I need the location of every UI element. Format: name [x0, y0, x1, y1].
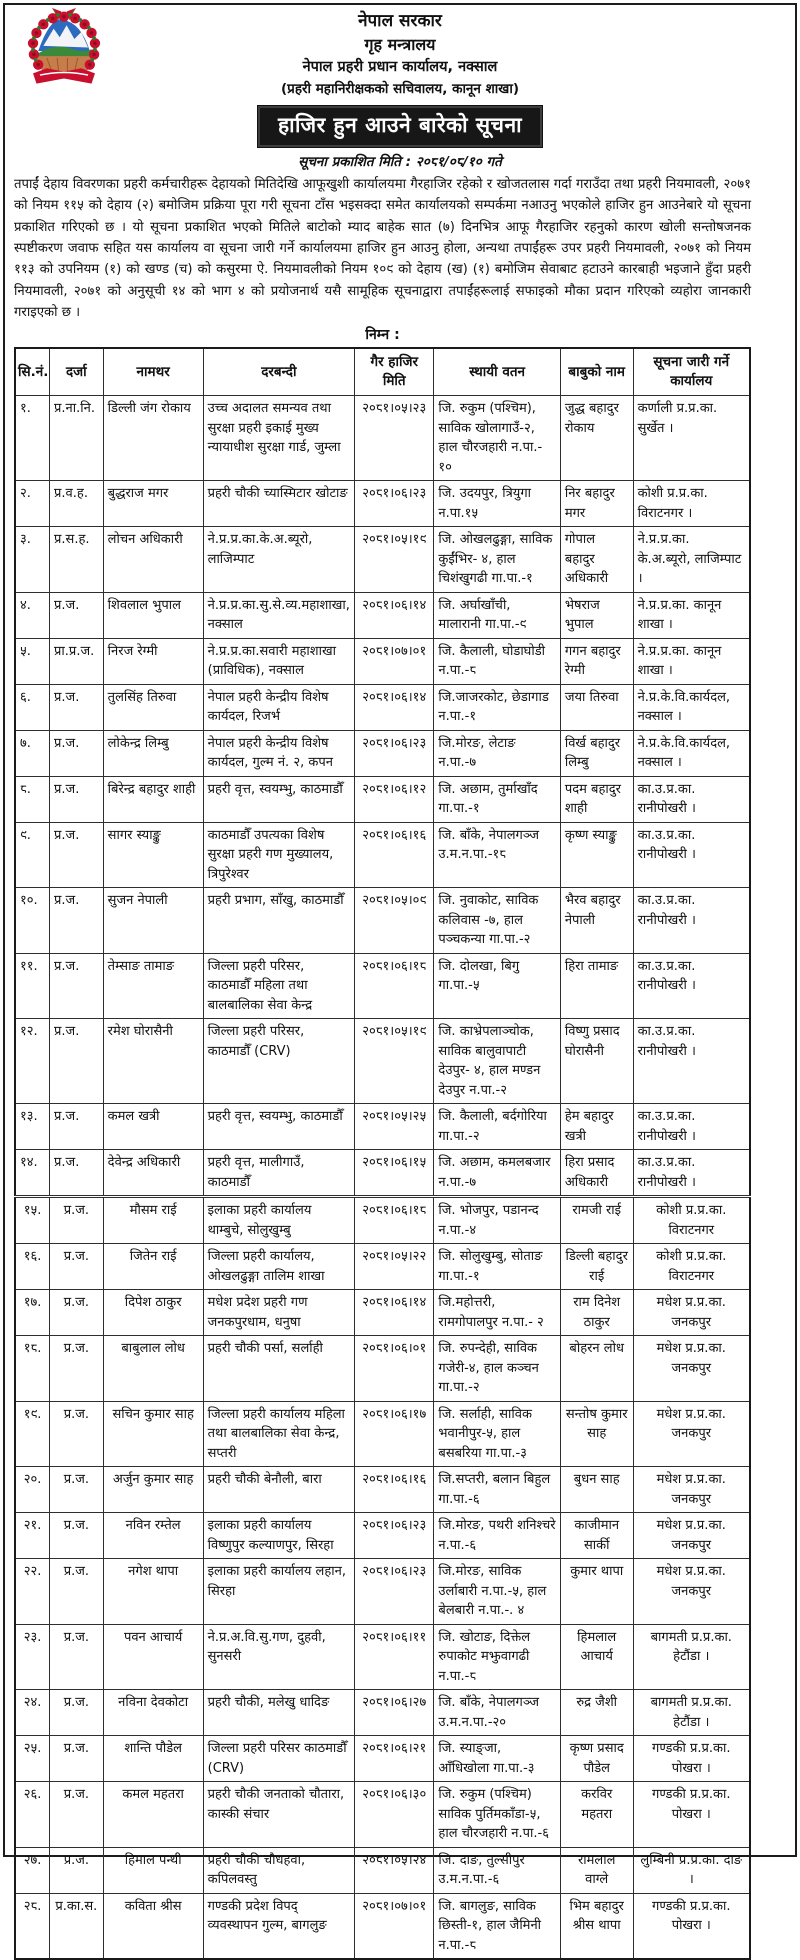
table-cell: २. — [15, 481, 50, 527]
table-cell: ३. — [15, 527, 50, 593]
table-cell: शान्ति पौडेल — [103, 1736, 203, 1782]
table-cell: ने.प्र.प्र.का.सवारी महाशाखा (प्राविधिक), नक्साल — [203, 638, 354, 684]
table-cell: काठमाडौँ उपत्यका विशेष सुरक्षा प्रहरी गण मुख्यालय, त्रिपुरेश्वर — [203, 822, 354, 888]
table-cell: २०८१।०६।२७ — [355, 1690, 434, 1736]
table-cell: जि. रुकुम (पश्चिम) साविक पुर्तिमकाँडा-५, हाल चौरजहारी न.पा.-६ — [434, 1782, 560, 1848]
table-cell: जि. दोलखा, बिगु गा.पा.-५ — [434, 953, 560, 1019]
table-cell: मधेश प्र.प्र.का. जनकपुर — [633, 1290, 750, 1336]
table-cell: तेम्साङ तामाङ — [103, 953, 203, 1019]
table-cell: प्र.ना.नि. — [50, 396, 104, 481]
column-header: दर्जा — [50, 348, 104, 395]
nepal-coat-of-arms-icon — [21, 6, 107, 96]
table-cell: पवन आचार्य — [103, 1624, 203, 1690]
table-cell: गण्डकी प्रदेश विपद् व्यवस्थापन गुल्म, बागलुङ — [203, 1893, 354, 1959]
table-cell: निरज रेग्मी — [103, 638, 203, 684]
table-cell: ११. — [15, 953, 50, 1019]
table-row — [15, 1736, 750, 1782]
table-cell: प्र.ज. — [50, 1104, 104, 1150]
table-cell: बागमती प्र.प्र.का. हेटौंडा । — [633, 1624, 750, 1690]
table-cell: ६. — [15, 684, 50, 730]
table-cell: सागर स्याङ्कु — [103, 822, 203, 888]
table-cell: प्र.ज. — [50, 1624, 104, 1690]
table-row — [15, 1150, 750, 1197]
table-cell: २६. — [15, 1782, 50, 1848]
table-cell: २०८१।०६।२३ — [355, 1513, 434, 1559]
table-row — [15, 1893, 750, 1959]
table-cell: इलाका प्रहरी कार्यालय विष्णुपुर कल्याणपुर, सिरहा — [203, 1513, 354, 1559]
table-cell: सुजन नेपाली — [103, 888, 203, 954]
table-cell: जिल्ला प्रहरी परिसर काठमाडौँ (CRV) — [203, 1736, 354, 1782]
table-cell: २२. — [15, 1559, 50, 1625]
table-cell: जि. स्याङ्जा, आँधिखोला गा.पा.-३ — [434, 1736, 560, 1782]
table-cell: प्र.ज. — [50, 1467, 104, 1513]
table-cell: नविना देवकोटा — [103, 1690, 203, 1736]
table-cell: जि. अर्घाखाँची, मालारानी गा.पा.-९ — [434, 592, 560, 638]
table-cell: २०८१।०६।१८ — [355, 953, 434, 1019]
table-cell: प्रहरी चौकी पर्सा, सर्लाही — [203, 1336, 354, 1402]
table-cell: बाबुलाल लोध — [103, 1336, 203, 1402]
table-cell: जितेन राई — [103, 1244, 203, 1290]
table-cell: जि. अछाम, तुर्माखाँद गा.पा.-१ — [434, 776, 560, 822]
table-cell: जि.जाजरकोट, छेडागाड न.पा.-१ — [434, 684, 560, 730]
table-cell: कृष्ण स्याङ्कु — [560, 822, 633, 888]
table-cell: देवेन्द्र अधिकारी — [103, 1150, 203, 1197]
table-row — [15, 527, 750, 593]
table-cell: कोशी प्र.प्र.का. विराटनगर । — [633, 481, 750, 527]
table-cell: प्र.ज. — [50, 684, 104, 730]
column-header: स्थायी वतन — [434, 348, 560, 395]
table-cell: विर्ख बहादुर लिम्बु — [560, 730, 633, 776]
table-cell: रुद्र जैशी — [560, 1690, 633, 1736]
table-cell: २०८१।०५।०९ — [355, 888, 434, 954]
table-cell: २०८१।०६।३० — [355, 1782, 434, 1848]
table-cell: प्र.ज. — [50, 1690, 104, 1736]
office-name: नेपाल प्रहरी प्रधान कार्यालय, नक्साल — [302, 59, 498, 76]
table-cell: कमल महतरा — [103, 1782, 203, 1848]
table-cell: जिल्ला प्रहरी परिसर, काठमाडौँ महिला तथा बालबालिका सेवा केन्द्र — [203, 953, 354, 1019]
table-cell: २०८१।०६।२३ — [355, 481, 434, 527]
table-cell: ने.प्र.अ.वि.सु.गण, दुहवी, सुनसरी — [203, 1624, 354, 1690]
table-cell: शिवलाल भुपाल — [103, 592, 203, 638]
list-label: निम्न : — [365, 327, 400, 344]
table-cell: का.उ.प्र.का. रानीपोखरी । — [633, 822, 750, 888]
table-cell: जि. बागलुङ, साविक छिस्ती-१, हाल जैमिनी न.पा.-८ — [434, 1893, 560, 1959]
table-cell: प्र.ज. — [50, 953, 104, 1019]
table-cell: प्र.ज. — [50, 1559, 104, 1625]
ministry-name: गृह मन्त्रालय — [364, 34, 436, 54]
table-row — [15, 1197, 750, 1244]
table-cell: सचिन कुमार साह — [103, 1401, 203, 1467]
table-cell: ने.प्र.प्र.का.सु.से.व्य.महाशाखा, नक्साल — [203, 592, 354, 638]
table-cell: लोकेन्द्र लिम्बु — [103, 730, 203, 776]
table-cell: जि. बाँके, नेपालगञ्ज उ.म.न.पा.-२० — [434, 1690, 560, 1736]
table-cell: जि.मोरङ, साविक उर्लाबारी न.पा.-५, हाल बेलबारी न.पा.-. ४ — [434, 1559, 560, 1625]
table-cell: भैरव बहादुर नेपाली — [560, 888, 633, 954]
government-name: नेपाल सरकार — [358, 11, 442, 31]
table-cell: ने.प्र.प्र.का.के.अ.ब्यूरो, लाजिम्पाट — [203, 527, 354, 593]
table-cell: प्र.ज. — [50, 1847, 104, 1893]
table-cell: बिरेन्द्र बहादुर शाही — [103, 776, 203, 822]
table-cell: कोशी प्र.प्र.का. विराटनगर — [633, 1244, 750, 1290]
table-cell: डिल्ली बहादुर राई — [560, 1244, 633, 1290]
table-cell: उच्च अदालत समन्यव तथा सुरक्षा प्रहरी इकाई मुख्य न्यायाधीश सुरक्षा गार्ड, जुम्ला — [203, 396, 354, 481]
table-cell: नविन रम्तेल — [103, 1513, 203, 1559]
table-cell: प्र.ज. — [50, 730, 104, 776]
table-cell: प्रहरी चौकी च्यास्मिटार खोटाङ — [203, 481, 354, 527]
table-cell: प्रहरी चौकी, मलेखु धादिङ — [203, 1690, 354, 1736]
table-row — [15, 1336, 750, 1402]
table-cell: २०८१।०५।१९ — [355, 527, 434, 593]
table-cell: कोशी प्र.प्र.का. विराटनगर — [633, 1197, 750, 1244]
table-row — [15, 1019, 750, 1104]
table-cell: बोहरन लोध — [560, 1336, 633, 1402]
table-cell: २०८१।०६।१२ — [355, 776, 434, 822]
table-cell: का.उ.प्र.का. रानीपोखरी । — [633, 776, 750, 822]
table-cell: प्रहरी चौकी जनताको चौतारा, कास्की संचार — [203, 1782, 354, 1848]
table-cell: जि.महोत्तरी, रामगोपालपुर न.पा.- २ — [434, 1290, 560, 1336]
table-cell: मधेश प्र.प्र.का. जनकपुर — [633, 1559, 750, 1625]
table-cell: २०८१।०६।१७ — [355, 1401, 434, 1467]
table-cell: जि. भोजपुर, पडानन्द न.पा.-४ — [434, 1197, 560, 1244]
table-cell: का.उ.प्र.का. रानीपोखरी । — [633, 1150, 750, 1197]
table-cell: २०८१।०६।१५ — [355, 1150, 434, 1197]
table-cell: मधेश प्र.प्र.का. जनकपुर — [633, 1513, 750, 1559]
table-cell: ने.प्र.प्र.का. कानून शाखा । — [633, 638, 750, 684]
table-cell: गोपाल बहादुर अधिकारी — [560, 527, 633, 593]
table-cell: जि. बाँके, नेपालगञ्ज उ.म.न.पा.-१८ — [434, 822, 560, 888]
table-cell: अर्जुन कुमार साह — [103, 1467, 203, 1513]
document-body — [14, 174, 751, 1960]
table-header-row — [15, 348, 750, 395]
table-cell: २०८१।०५।२५ — [355, 1104, 434, 1150]
table-cell: २०८१।०६।०१ — [355, 1336, 434, 1402]
table-cell: ने.प्र.के.वि.कार्यदल, नक्साल । — [633, 730, 750, 776]
table-cell: कर्णाली प्र.प्र.का. सुर्खेत । — [633, 396, 750, 481]
table-cell: रामजी राई — [560, 1197, 633, 1244]
table-cell: जिल्ला प्रहरी परिसर, काठमाडौँ (CRV) — [203, 1019, 354, 1104]
table-cell: का.उ.प्र.का. रानीपोखरी । — [633, 953, 750, 1019]
table-cell: जया तिरुवा — [560, 684, 633, 730]
table-cell: जि. रुपन्देही, साविक गजेरी-४, हाल कञ्चन गा.पा.-२ — [434, 1336, 560, 1402]
table-cell: प्र.ज. — [50, 1401, 104, 1467]
table-cell: ८. — [15, 776, 50, 822]
column-header: नामथर — [103, 348, 203, 395]
table-cell: २०८१।०७।०१ — [355, 1893, 434, 1959]
table-cell: ४. — [15, 592, 50, 638]
table-cell: प्रहरी प्रभाग, साँखु, काठमाडौँ — [203, 888, 354, 954]
table-cell: मौसम राई — [103, 1197, 203, 1244]
table-cell: ७. — [15, 730, 50, 776]
table-cell: जि.मोरङ, पथरी शनिश्चरे न.पा.-६ — [434, 1513, 560, 1559]
table-cell: प्रा.प्र.ज. — [50, 638, 104, 684]
table-cell: १२. — [15, 1019, 50, 1104]
table-cell: जि. अछाम, कमलबजार न.पा.-७ — [434, 1150, 560, 1197]
table-cell: प्र.ज. — [50, 776, 104, 822]
table-cell: का.उ.प्र.का. रानीपोखरी । — [633, 1104, 750, 1150]
table-cell: १६. — [15, 1244, 50, 1290]
table-cell: सन्तोष कुमार साह — [560, 1401, 633, 1467]
table-cell: प्रहरी चौकी चौधहवा, कपिलवस्तु — [203, 1847, 354, 1893]
table-cell: गण्डकी प्र.प्र.का. पोखरा । — [633, 1782, 750, 1848]
table-row — [15, 638, 750, 684]
table-cell: २०८१।०६।१६ — [355, 822, 434, 888]
table-cell: २०. — [15, 1467, 50, 1513]
table-cell: २७. — [15, 1847, 50, 1893]
table-cell: २५. — [15, 1736, 50, 1782]
table-cell: प्र.का.स. — [50, 1893, 104, 1959]
table-row — [15, 1690, 750, 1736]
table-cell: २०८१।०६।२१ — [355, 1736, 434, 1782]
table-cell: भिम बहादुर श्रीस थापा — [560, 1893, 633, 1959]
table-cell: हिरा तामाङ — [560, 953, 633, 1019]
table-cell: २०८१।०६।१६ — [355, 1467, 434, 1513]
table-cell: जि. कैलाली, घोडाघोडी न.पा.-८ — [434, 638, 560, 684]
table-cell: १. — [15, 396, 50, 481]
table-cell: २०८१।०६।११ — [355, 1624, 434, 1690]
table-cell: जि. कैलाली, बर्दगोरिया गा.पा.-२ — [434, 1104, 560, 1150]
table-cell: कुमार थापा — [560, 1559, 633, 1625]
table-cell: जि. सोलुखुम्बु, सोताङ गा.पा.-१ — [434, 1244, 560, 1290]
table-cell: भेषराज भुपाल — [560, 592, 633, 638]
table-cell: गण्डकी प्र.प्र.का. पोखरा । — [633, 1893, 750, 1959]
table-cell: २०८१।०६।१४ — [355, 592, 434, 638]
table-row — [15, 1782, 750, 1848]
document-page — [3, 3, 797, 1953]
table-row — [15, 1847, 750, 1893]
table-cell: लोचन अधिकारी — [103, 527, 203, 593]
table-cell: का.उ.प्र.का. रानीपोखरी । — [633, 1019, 750, 1104]
table-cell: प्र.ज. — [50, 1019, 104, 1104]
table-cell: रमेश घोरासैनी — [103, 1019, 203, 1104]
notice-paragraph: तपाईं देहाय विवरणका प्रहरी कर्मचारीहरू देहायको मितिदेखि आफूखुशी कार्यालयमा गैरहाजिर रहेको र खोजतलास गर्दा गराउँदा तथा प्रहरी नियमावली, २०७१ को नियम ११५ को देहाय (२) बमोजिम प्रक्रिया पूरा गरी सूचना टाँस भइसक्दा समेत कार्यालयको सम्पर्कमा नआउनु भएकोले हाजिर हुन आउनेबारे यो सूचना प्रकाशित गरिएको छ । यो सूचना प्रकाशित भएको मितिले बाटोको म्याद बाहेक सात (७) दिनभित्र आफू गैरहाजिर रहनुको कारण खोली सन्तोषजनक स्पष्टीकरण जवाफ सहित यस कार्यालय वा सूचना जारी गर्ने कार्यालयमा हाजिर हुन आउनु होला, अन्यथा तपाईंहरू उपर प्रहरी नियमावली, २०७१ को नियम ११३ को उपनियम (१) को खण्ड (च) को कसुरमा ऐ. नियमावलीको नियम १०९ को देहाय (ख) (१) बमोजिम सेवाबाट हटाउने कारबाही भइजाने हुँदा प्रहरी नियमावली, २०७१ को अनुसूची १४ को भाग ४ को प्रयोजनार्थ यसै सामूहिक सूचनाद्वारा तपाईंहरूलाई सफाइको मौका प्रदान गरिएको व्यहोरा जानकारी गराइएको छ । — [14, 176, 751, 320]
table-cell: मधेश प्रदेश प्रहरी गण जनकपुरधाम, धनुषा — [203, 1290, 354, 1336]
table-cell: जि. सर्लाही, साविक भवानीपुर-५, हाल बसबरिया गा.पा.-३ — [434, 1401, 560, 1467]
table-cell: जि.मोरङ, लेटाङ न.पा.-७ — [434, 730, 560, 776]
table-cell: २८. — [15, 1893, 50, 1959]
table-cell: जिल्ला प्रहरी कार्यालय महिला तथा बालबालिका सेवा केन्द्र, सप्तरी — [203, 1401, 354, 1467]
table-cell: इलाका प्रहरी कार्यालय थाम्बुचे, सोलुखुम्बु — [203, 1197, 354, 1244]
table-cell: दिपेश ठाकुर — [103, 1290, 203, 1336]
table-cell: जि. उदयपुर, त्रियुगा न.पा.१५ — [434, 481, 560, 527]
table-cell: २०८१।०५।२२ — [355, 1244, 434, 1290]
table-cell: प्रहरी वृत्त, स्वयम्भु, काठमाडौँ — [203, 1104, 354, 1150]
column-header: सूचना जारी गर्ने कार्यालय — [633, 348, 750, 395]
table-cell: काजीमान सार्की — [560, 1513, 633, 1559]
table-cell: २४. — [15, 1690, 50, 1736]
table-cell: जि.सप्तरी, बलान बिहुल गा.पा.-६ — [434, 1467, 560, 1513]
table-cell: जुद्ध बहादुर रोकाय — [560, 396, 633, 481]
published-date: सूचना प्रकाशित मिति : २०८१/०८/१० गते — [298, 153, 502, 170]
table-cell: मधेश प्र.प्र.का. जनकपुर — [633, 1401, 750, 1467]
table-cell: २०८१।०६।१४ — [355, 684, 434, 730]
table-cell: ५. — [15, 638, 50, 684]
table-cell: नेपाल प्रहरी केन्द्रीय विशेष कार्यदल, गुल्म नं. २, कपन — [203, 730, 354, 776]
table-cell: विष्णु प्रसाद घोरासैनी — [560, 1019, 633, 1104]
table-cell: मधेश प्र.प्र.का. जनकपुर — [633, 1467, 750, 1513]
table-row — [15, 1401, 750, 1467]
table-cell: प्र.ज. — [50, 1150, 104, 1197]
column-header: दरबन्दी — [203, 348, 354, 395]
table-cell: कृष्ण प्रसाद पौडेल — [560, 1736, 633, 1782]
table-row — [15, 953, 750, 1019]
table-row — [15, 1624, 750, 1690]
table-row — [15, 1513, 750, 1559]
table-cell: प्र.ज. — [50, 1336, 104, 1402]
table-cell: कमल खत्री — [103, 1104, 203, 1150]
table-cell: ने.प्र.प्र.का. के.अ.ब्यूरो, लाजिम्पाट । — [633, 527, 750, 593]
table-cell: हेम बहादुर खत्री — [560, 1104, 633, 1150]
table-cell: २३. — [15, 1624, 50, 1690]
table-cell: मधेश प्र.प्र.का. जनकपुर — [633, 1336, 750, 1402]
table-cell: का.उ.प्र.का. रानीपोखरी । — [633, 888, 750, 954]
table-cell: प्र.ज. — [50, 1513, 104, 1559]
table-cell: प्र.ज. — [50, 1782, 104, 1848]
table-cell: करविर महतरा — [560, 1782, 633, 1848]
table-cell: १०. — [15, 888, 50, 954]
table-cell: रामलाल वाग्ले — [560, 1847, 633, 1893]
table-cell: गण्डकी प्र.प्र.का. पोखरा । — [633, 1736, 750, 1782]
sub-office-name: (प्रहरी महानिरीक्षकको सचिवालय, कानून शाखा) — [280, 80, 520, 97]
table-cell: प्र.ज. — [50, 1197, 104, 1244]
table-cell: १५. — [15, 1197, 50, 1244]
table-cell: डिल्ली जंग रोकाय — [103, 396, 203, 481]
table-cell: हिरा प्रसाद अधिकारी — [560, 1150, 633, 1197]
table-cell: प्रहरी चौकी बेनौली, बारा — [203, 1467, 354, 1513]
table-cell: ९. — [15, 822, 50, 888]
table-cell: २०८१।०५।१९ — [355, 1019, 434, 1104]
table-cell: २०८१।०६।२३ — [355, 1559, 434, 1625]
table-cell: १७. — [15, 1290, 50, 1336]
table-cell: बागमती प्र.प्र.का. हेटौंडा । — [633, 1690, 750, 1736]
table-row — [15, 776, 750, 822]
table-row — [15, 1559, 750, 1625]
table-cell: गगन बहादुर रेग्मी — [560, 638, 633, 684]
table-cell: २१. — [15, 1513, 50, 1559]
table-row — [15, 684, 750, 730]
table-cell: तुलसिंह तिरुवा — [103, 684, 203, 730]
column-header: बाबुको नाम — [560, 348, 633, 395]
table-row — [15, 1244, 750, 1290]
table-cell: निर बहादुर मगर — [560, 481, 633, 527]
table-cell: जि. रुकुम (पश्चिम), साविक खोलागाउँ-२, हाल चौरजहारी न.पा.- १० — [434, 396, 560, 481]
table-cell: २०८१।०६।२३ — [355, 730, 434, 776]
table-cell: २०८१।०६।१४ — [355, 1290, 434, 1336]
table-cell: बुद्धराज मगर — [103, 481, 203, 527]
table-row — [15, 730, 750, 776]
table-cell: प्र.स.ह. — [50, 527, 104, 593]
table-cell: प्र.व.ह. — [50, 481, 104, 527]
table-cell: ने.प्र.प्र.का. कानून शाखा । — [633, 592, 750, 638]
table-cell: इलाका प्रहरी कार्यालय लहान, सिरहा — [203, 1559, 354, 1625]
table-cell: १३. — [15, 1104, 50, 1150]
table-row — [15, 1467, 750, 1513]
table-cell: कविता श्रीस — [103, 1893, 203, 1959]
table-cell: १८. — [15, 1336, 50, 1402]
table-cell: प्र.ज. — [50, 1244, 104, 1290]
table-cell: १४. — [15, 1150, 50, 1197]
table-row — [15, 888, 750, 954]
table-cell: लुम्बिनी प्र.प्र.का. दाङ । — [633, 1847, 750, 1893]
table-row — [15, 1290, 750, 1336]
column-header: सि.नं. — [15, 348, 50, 395]
table-cell: प्रहरी वृत्त, मालीगाउँ, काठमाडौँ — [203, 1150, 354, 1197]
table-cell: जि. नुवाकोट, साविक कलिवास -७, हाल पञ्चकन्या गा.पा.-२ — [434, 888, 560, 954]
table-cell: हिमलाल आचार्य — [560, 1624, 633, 1690]
table-cell: प्र.ज. — [50, 822, 104, 888]
table-cell: २०८१।०७।०१ — [355, 638, 434, 684]
table-cell: प्र.ज. — [50, 888, 104, 954]
table-cell: पदम बहादुर शाही — [560, 776, 633, 822]
table-cell: नेपाल प्रहरी केन्द्रीय विशेष कार्यदल, रिजर्भ — [203, 684, 354, 730]
table-cell: जि. ओखलढुङ्गा, साविक कुईंभिर- ४, हाल चिशंखुगढी गा.पा.-१ — [434, 527, 560, 593]
table-cell: प्र.ज. — [50, 592, 104, 638]
table-cell: बुधन साह — [560, 1467, 633, 1513]
table-cell: जि. दाङ, तुल्सीपुर उ.म.न.पा.-६ — [434, 1847, 560, 1893]
table-cell: जिल्ला प्रहरी कार्यालय, ओखलढुङ्गा तालिम शाखा — [203, 1244, 354, 1290]
table-cell: प्रहरी वृत्त, स्वयम्भु, काठमाडौँ — [203, 776, 354, 822]
column-header: गैर हाजिर मिति — [355, 348, 434, 395]
table-row — [15, 396, 750, 481]
notice-title: हाजिर हुन आउने बारेको सूचना — [258, 106, 542, 147]
table-cell: हिमाल पन्थी — [103, 1847, 203, 1893]
table-cell: २०८१।०६।१८ — [355, 1197, 434, 1244]
table-cell: जि. खोटाङ, दिक्तेल रुपाकोट मझुवागढी न.पा.-८ — [434, 1624, 560, 1690]
table-cell: नगेश थापा — [103, 1559, 203, 1625]
table-cell: २०८१।०५।२४ — [355, 1847, 434, 1893]
absent-personnel-table — [14, 347, 751, 1960]
table-cell: राम दिनेश ठाकुर — [560, 1290, 633, 1336]
table-row — [15, 481, 750, 527]
table-cell: प्र.ज. — [50, 1290, 104, 1336]
table-cell: ने.प्र.के.वि.कार्यदल, नक्साल । — [633, 684, 750, 730]
table-row — [15, 1104, 750, 1150]
table-cell: १९. — [15, 1401, 50, 1467]
document-header — [5, 9, 795, 170]
table-cell: प्र.ज. — [50, 1736, 104, 1782]
table-cell: २०८१।०५।२३ — [355, 396, 434, 481]
table-cell: जि. काभ्रेपलाञ्चोक, साविक बालुवापाटी देउपुर- ४, हाल मण्डन देउपुर न.पा.-२ — [434, 1019, 560, 1104]
table-row — [15, 822, 750, 888]
table-row — [15, 592, 750, 638]
